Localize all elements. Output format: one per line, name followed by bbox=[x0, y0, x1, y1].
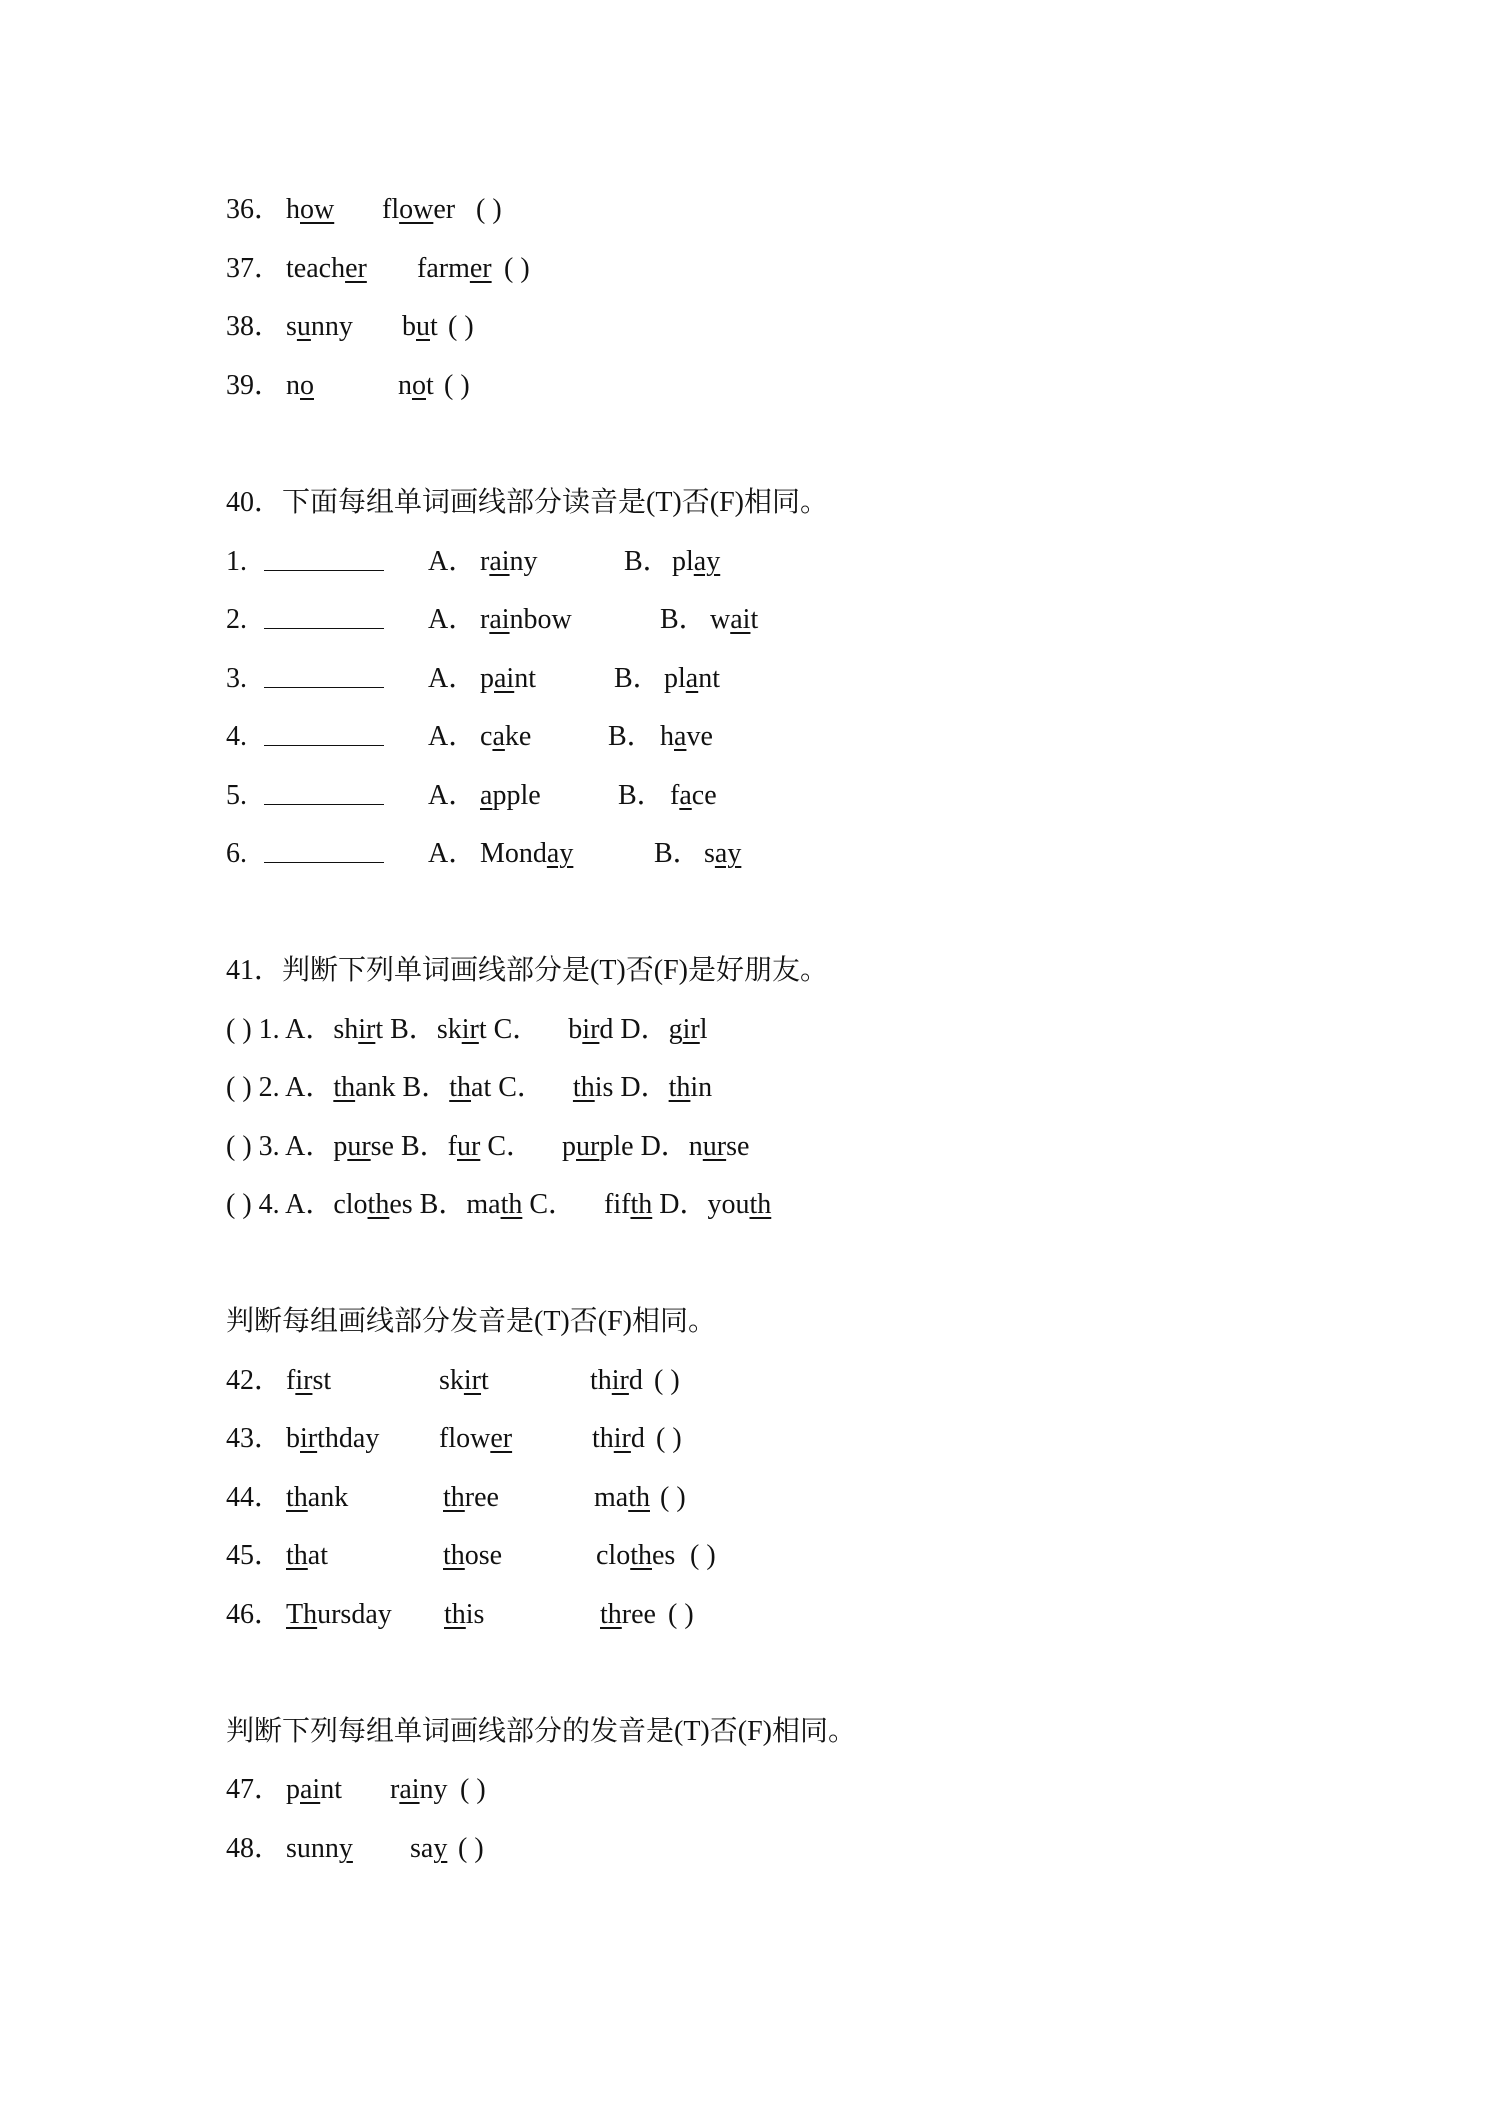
word-c: fifth bbox=[604, 1189, 653, 1220]
word-1: first bbox=[286, 1365, 332, 1396]
word-d: youth bbox=[707, 1189, 772, 1220]
word-1: Thursday bbox=[286, 1599, 392, 1630]
answer-blank[interactable] bbox=[264, 836, 384, 873]
word-c: bird bbox=[568, 1014, 614, 1045]
section-42-title: 判断每组画线部分发音是(T)否(F)相同。 bbox=[226, 1306, 716, 1337]
option-b-word: plant bbox=[664, 663, 720, 694]
word-d: thin bbox=[668, 1072, 713, 1103]
word-b: skirt bbox=[436, 1014, 487, 1045]
q41-item-1: ( ) 1. A．shirt B．skirt C． bird D．girl bbox=[226, 1014, 708, 1045]
word-d: nurse bbox=[688, 1131, 750, 1162]
answer-blank[interactable] bbox=[264, 778, 384, 815]
option-b-word: have bbox=[660, 721, 713, 752]
answer-paren: ( ) bbox=[460, 1774, 486, 1805]
word-a: purse bbox=[333, 1131, 394, 1162]
word-2: farmer bbox=[417, 253, 492, 284]
answer-blank[interactable] bbox=[264, 544, 384, 581]
answer-paren: ( ) bbox=[504, 253, 530, 284]
word-1: no bbox=[286, 370, 314, 401]
option-b-word: say bbox=[704, 838, 742, 869]
answer-blank[interactable] bbox=[264, 661, 384, 698]
question-41-title: 41．判断下列单词画线部分是(T)否(F)是好朋友。 bbox=[226, 955, 828, 986]
answer-blank[interactable] bbox=[264, 602, 384, 639]
question-number: 36． bbox=[226, 194, 283, 225]
question-40-title: 40．下面每组单词画线部分读音是(T)否(F)相同。 bbox=[226, 487, 828, 518]
word-2: but bbox=[402, 311, 438, 342]
word-1: teacher bbox=[286, 253, 367, 284]
word-3: math bbox=[594, 1482, 650, 1513]
option-a-word: paint bbox=[480, 663, 536, 694]
option-a-word: rainy bbox=[480, 546, 538, 577]
word-2: rainy bbox=[390, 1774, 448, 1805]
word-1: thank bbox=[286, 1482, 349, 1513]
answer-paren: ( ) bbox=[690, 1540, 716, 1571]
answer-paren: ( ) bbox=[660, 1482, 686, 1513]
answer-paren: ( ) bbox=[476, 194, 502, 225]
word-2: flower bbox=[382, 194, 456, 225]
word-1: paint bbox=[286, 1774, 342, 1805]
question-number: 37． bbox=[226, 253, 283, 284]
word-1: sunny bbox=[286, 1833, 353, 1864]
word-b: that bbox=[449, 1072, 492, 1103]
word-3: third bbox=[592, 1423, 645, 1454]
word-2: three bbox=[443, 1482, 499, 1513]
q41-item-2: ( ) 2. A．thank B．that C． this D．thin bbox=[226, 1072, 713, 1103]
option-b-word: wait bbox=[710, 604, 759, 635]
option-b-word: face bbox=[670, 780, 717, 811]
answer-paren: ( ) bbox=[654, 1365, 680, 1396]
option-a-word: rainbow bbox=[480, 604, 572, 635]
word-1: birthday bbox=[286, 1423, 380, 1454]
option-a-word: apple bbox=[480, 780, 541, 811]
word-3: clothes bbox=[596, 1540, 676, 1571]
answer-paren: ( ) bbox=[444, 370, 470, 401]
word-c: this bbox=[572, 1072, 614, 1103]
word-b: math bbox=[466, 1189, 523, 1220]
word-2: say bbox=[410, 1833, 448, 1864]
word-d: girl bbox=[668, 1014, 708, 1045]
answer-paren: ( ) bbox=[458, 1833, 484, 1864]
word-1: sunny bbox=[286, 311, 353, 342]
word-2: this bbox=[444, 1599, 485, 1630]
answer-blank[interactable] bbox=[264, 719, 384, 756]
word-2: those bbox=[443, 1540, 503, 1571]
word-2: flower bbox=[439, 1423, 513, 1454]
option-b-word: play bbox=[672, 546, 721, 577]
word-3: three bbox=[600, 1599, 656, 1630]
option-a-word: Monday bbox=[480, 838, 574, 869]
section-47-title: 判断下列每组单词画线部分的发音是(T)否(F)相同。 bbox=[226, 1716, 856, 1747]
worksheet-page: 36． how flower ( ) 37． teacher farmer ( ) 38． sunny but ( ) 39． no not ( ) 40．下面每组单词画线部分读音是(T)否(F)相同。 1. A． rainy B． play 2. A． rainbow B． wait 3. A． paint B． plant 4. A． cake B． have 5. A． apple B． face 6. A． Monday B． say 41．判断下列单词画线部分是(T)否(F)是好朋友。 ( ) 1. A．shirt B．skirt C． bird D．girl ( ) 2. A．thank B．that C． this D．thin ( ) 3. A．purse B．fur C． purple D．nurse ( ) 4. A．clothes B．math C． fifth D．youth 判断每组画线部分发音是(T)否(F)相同。 42． first skirt third ( ) 43． birthday flower third ( ) 44． thank three math ( ) 45． that those clothes ( ) 46． Thursday this three ( ) 判断下列每组单词画线部分的发音是(T)否(F)相同。 47． paint rainy ( ) 48． sunny say ( ) bbox=[0, 0, 1488, 2104]
word-a: clothes bbox=[333, 1189, 413, 1220]
q41-item-3: ( ) 3. A．purse B．fur C． purple D．nurse bbox=[226, 1131, 750, 1162]
answer-paren: ( ) bbox=[448, 311, 474, 342]
word-a: shirt bbox=[333, 1014, 384, 1045]
word-2: skirt bbox=[439, 1365, 489, 1396]
word-a: thank bbox=[333, 1072, 396, 1103]
word-b: fur bbox=[447, 1131, 481, 1162]
option-a-word: cake bbox=[480, 721, 532, 752]
answer-paren: ( ) bbox=[668, 1599, 694, 1630]
word-c: purple bbox=[562, 1131, 634, 1162]
word-1: that bbox=[286, 1540, 328, 1571]
word-1: how bbox=[286, 194, 335, 225]
word-2: not bbox=[398, 370, 434, 401]
word-3: third bbox=[590, 1365, 643, 1396]
question-number: 38． bbox=[226, 311, 283, 342]
q41-item-4: ( ) 4. A．clothes B．math C． fifth D．youth bbox=[226, 1189, 772, 1220]
answer-paren: ( ) bbox=[656, 1423, 682, 1454]
question-number: 39． bbox=[226, 370, 283, 401]
